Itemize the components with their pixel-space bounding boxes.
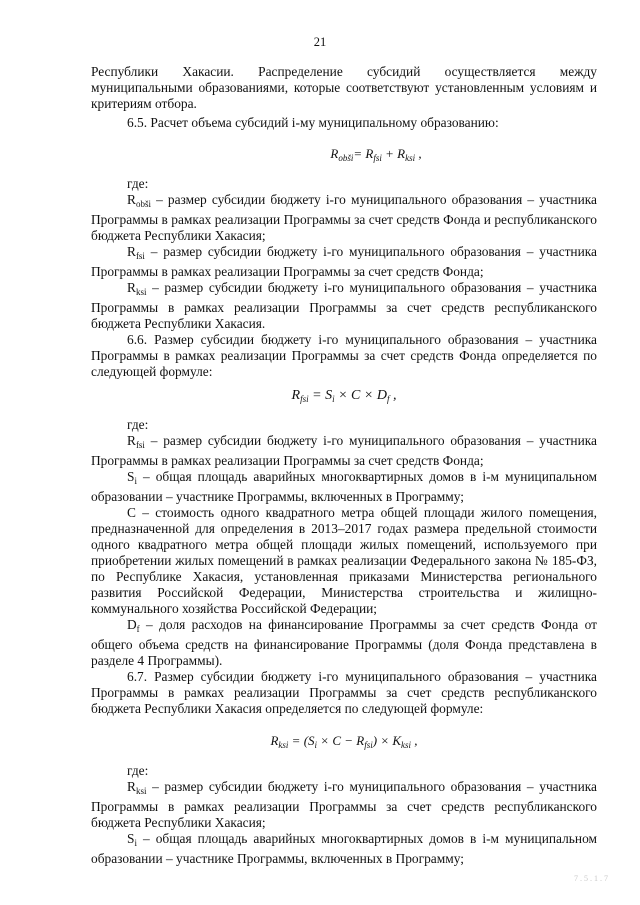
definition: $S_i$ – общая площадь аварийных многоквартирных домов в i-м муниципальном образовании – участнике Программы, включенных в Программу;	[91, 469, 597, 504]
formula-2: $R_{fsi} = S_i \times C \times D_f$ ,	[291, 388, 397, 404]
section-6-7: 6.7. Размер субсидии бюджету i-го муниципального образования – участника Программы в рамках реализации Программы за счет средств республиканского бюджета Республики Хакасия определяется по следующей формуле:	[91, 669, 597, 716]
section-6-6: 6.6. Размер субсидии бюджету i-го муниципального образования – участника Программы в рамках реализации Программы за счет средств Фонда определяется по следующей формуле:	[91, 332, 597, 379]
definition: $R_{ksi}$ – размер субсидии бюджету i-го муниципального образования – участника Программы в рамках реализации Программы за счет средств республиканского бюджета Республики Хакасия;	[91, 779, 597, 830]
definition: С – стоимость одного квадратного метра общей площади жилого помещения, предназначенной для определения в 2013–2017 годах размера предельной стоимости одного квадратного метра общей площади жилых помещений, используемого при приобретении жилых помещений в рамках реализации Федерального закона № 185-ФЗ, по Республике Хакасия, установленная приказами Министерства регионального развития Российской Федерации, Министерства строительства и жилищно-коммунального хозяйства Российской Федерации;	[91, 505, 597, 616]
where-label: где:	[127, 176, 149, 191]
paragraph: Республики Хакасии. Распределение субсидий осуществляется между муниципальными образованиями, которые соответствуют установленным условиям и критериям отбора.	[91, 64, 597, 111]
definition: $R_{fsi}$ – размер субсидии бюджету i-го муниципального образования – участника Программы в рамках реализации Программы за счет средств Фонда;	[91, 433, 597, 468]
definition: $R_{ksi}$ – размер субсидии бюджету i-го муниципального образования – участника Программы в рамках реализации Программы за счет средств республиканского бюджета Республики Хакасия.	[91, 280, 597, 331]
definition: $S_i$ – общая площадь аварийных многоквартирных домов в i-м муниципальном образовании – участнике Программы, включенных в Программу;	[91, 831, 597, 866]
where-label: где:	[127, 763, 149, 778]
section-6-5: 6.5. Расчет объема субсидий i-му муниципальному образованию:	[127, 115, 499, 130]
where-label: где:	[127, 417, 149, 432]
formula-1: $R_{obši}= R_{fsi} + R_{ksi}$ ,	[330, 146, 422, 163]
definition: $R_{obši}$ – размер субсидии бюджету i-го муниципального образования – участника Программы в рамках реализации Программы за счет средств Фонда и республиканского бюджета Республики Хакасия;	[91, 192, 597, 243]
formula-3: $R_{ksi} = (S_i \times C - R_{fsi}) \times K_{ksi}$ ,	[270, 733, 418, 750]
page-number: 21	[313, 35, 327, 49]
scan-mark: 7.5.1.7	[574, 874, 610, 883]
document-body	[91, 64, 597, 867]
definition: $R_{fsi}$ – размер субсидии бюджету i-го муниципального образования – участника Программы в рамках реализации Программы за счет средств Фонда;	[91, 244, 597, 279]
definition: $D_f$ – доля расходов на финансирование Программы за счет средств Фонда от общего объема средств на финансирование Программы (доля Фонда представлена в разделе 4 Программы).	[91, 617, 597, 668]
